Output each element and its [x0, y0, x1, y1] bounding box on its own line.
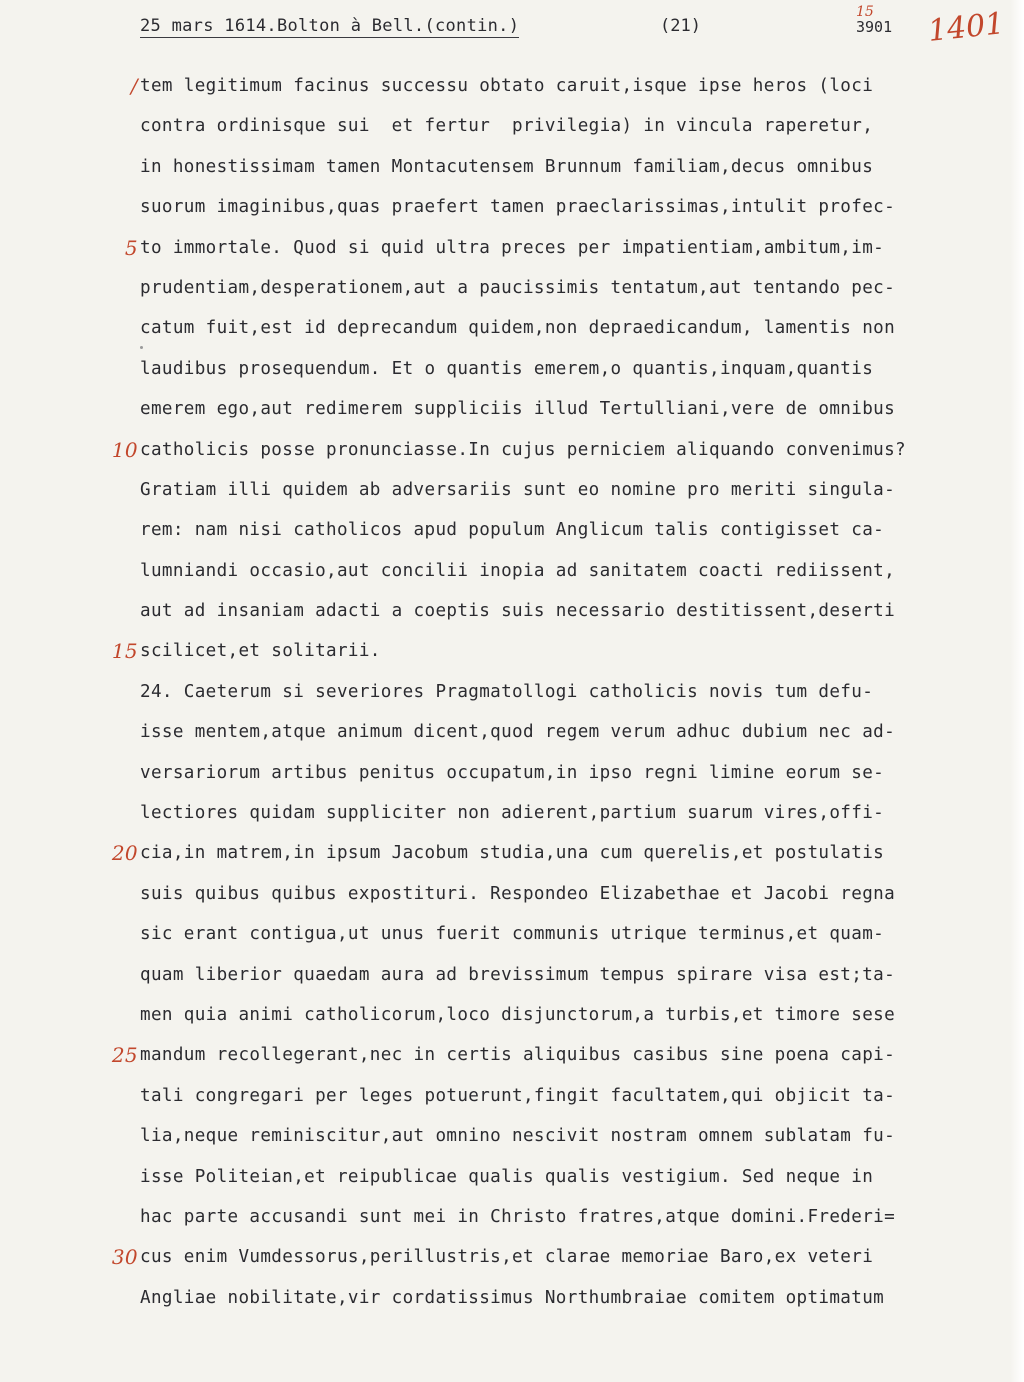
line-text: lia,neque reminiscitur,aut omnino nescivit nostram omnem sublatam fu-	[140, 1126, 896, 1147]
line-text: cus enim Vumdessorus,perillustris,et clarae memoriae Baro,ex veteri	[140, 1247, 874, 1268]
line-text: contra ordinisque sui et fertur privilegia) in vincula raperetur,	[140, 116, 874, 137]
line-text: versariorum artibus penitus occupatum,in ipso regni limine eorum se-	[140, 762, 885, 783]
text-line	[140, 712, 1010, 752]
line-text: hac parte accusandi sunt mei in Christo fratres,atque domini.Frederi=	[140, 1206, 896, 1227]
line-text: catum fuit,est id deprecandum quidem,non depraedicandum, lamentis non	[140, 318, 896, 339]
text-line	[140, 510, 1010, 550]
line-text: Gratiam illi quidem ab adversariis sunt eo nomine pro meriti singula-	[140, 479, 896, 500]
line-text: prudentiam,desperationem,aut a paucissimis tentatum,aut tentando pec-	[140, 277, 896, 298]
line-number-marker: 10	[111, 437, 138, 462]
handwritten-folio-number: 1401	[926, 6, 1006, 49]
line-number-marker: 20	[111, 841, 138, 866]
line-number-marker: 15	[111, 639, 138, 664]
text-line	[140, 1116, 1010, 1156]
text-line	[140, 106, 1010, 146]
text-line	[140, 187, 1010, 227]
text-line	[111, 1035, 1010, 1075]
line-text: rem: nam nisi catholicos apud populum Anglicum talis contigisset ca-	[140, 520, 885, 541]
text-line	[140, 147, 1010, 187]
line-number-marker: 5	[124, 235, 138, 260]
text-line	[124, 228, 1010, 268]
line-number-marker: 25	[111, 1043, 138, 1068]
text-line	[111, 631, 1010, 671]
line-text: mandum recollegerant,nec in certis aliquibus casibus sine poena capi-	[140, 1045, 896, 1066]
text-line	[140, 995, 1010, 1035]
text-line	[111, 833, 1010, 873]
line-text: suis quibus quibus expostituri. Respondeo Elizabethae et Jacobi regna	[140, 883, 896, 904]
margin-dot	[140, 346, 143, 349]
text-line	[140, 389, 1010, 429]
text-line	[130, 66, 1010, 106]
line-text: aut ad insaniam adacti a coeptis suis necessario destitissent,deserti	[140, 601, 896, 622]
text-line	[140, 793, 1010, 833]
line-text: tali congregari per leges potuerunt,fingit facultatem,qui objicit ta-	[140, 1085, 896, 1106]
line-text: sic erant contigua,ut unus fuerit communis utrique terminus,et quam-	[140, 924, 885, 945]
text-line	[140, 874, 1010, 914]
text-line	[111, 430, 1010, 470]
line-text: isse Politeian,et reipublicae qualis qualis vestigium. Sed neque in	[140, 1166, 874, 1187]
page-header	[140, 4, 1020, 49]
text-line	[111, 1237, 1010, 1277]
line-text: quam liberior quaedam aura ad brevissimum tempus spirare visa est;ta-	[140, 964, 896, 985]
text-line	[140, 1076, 1010, 1116]
text-line	[140, 955, 1010, 995]
page-number: (21)	[660, 16, 701, 36]
text-line	[140, 268, 1010, 308]
text-line	[140, 470, 1010, 510]
line-text: suorum imaginibus,quas praefert tamen praeclarissimas,intulit profec-	[140, 197, 896, 218]
typed-folio-number: 3901	[856, 18, 893, 36]
line-text: tem legitimum facinus successu obtato caruit,isque ipse heros (loci	[140, 76, 874, 96]
text-line	[140, 591, 1010, 631]
text-line	[140, 1278, 1010, 1318]
text-line	[140, 551, 1010, 591]
line-text: catholicis posse pronunciasse.In cujus perniciem aliquando convenimus?	[140, 439, 906, 460]
line-text: to immortale. Quod si quid ultra preces per impatientiam,ambitum,im-	[140, 237, 885, 258]
line-text: cia,in matrem,in ipsum Jacobum studia,una cum querelis,et postulatis	[140, 843, 885, 864]
line-text: emerem ego,aut redimerem suppliciis illud Tertulliani,vere de omnibus	[140, 399, 896, 420]
page-edge	[1010, 0, 1024, 1382]
line-text: scilicet,et solitarii.	[140, 641, 381, 662]
text-line	[140, 1157, 1010, 1197]
handwritten-superscript: 15	[856, 4, 874, 20]
line-text: lumniandi occasio,aut concilii inopia ad sanitatem coacti rediissent,	[140, 560, 896, 581]
document-body	[111, 66, 1010, 1318]
line-text: men quia animi catholicorum,loco disjunctorum,a turbis,et timore sese	[140, 1004, 896, 1025]
text-line	[140, 349, 1010, 389]
text-line	[140, 1197, 1010, 1237]
text-line	[140, 308, 1010, 348]
line-number-marker: /	[130, 74, 138, 98]
line-text: isse mentem,atque animum dicent,quod regem verum adhuc dubium nec ad-	[140, 722, 896, 743]
line-text: lectiores quidam suppliciter non adierent,partium suarum vires,offi-	[140, 803, 885, 824]
line-text: Angliae nobilitate,vir cordatissimus Northumbraiae comitem optimatum	[140, 1287, 885, 1308]
text-line	[140, 914, 1010, 954]
line-text: laudibus prosequendum. Et o quantis emerem,o quantis,inquam,quantis	[140, 358, 874, 379]
line-text: 24. Caeterum si severiores Pragmatollogi catholicis novis tum defu-	[140, 681, 874, 702]
text-line	[140, 672, 1010, 712]
header-title: 25 mars 1614.Bolton à Bell.(contin.)	[140, 16, 520, 36]
line-number-marker: 30	[111, 1245, 138, 1270]
text-line	[140, 753, 1010, 793]
line-text: in honestissimam tamen Montacutensem Brunnum familiam,decus omnibus	[140, 156, 874, 177]
